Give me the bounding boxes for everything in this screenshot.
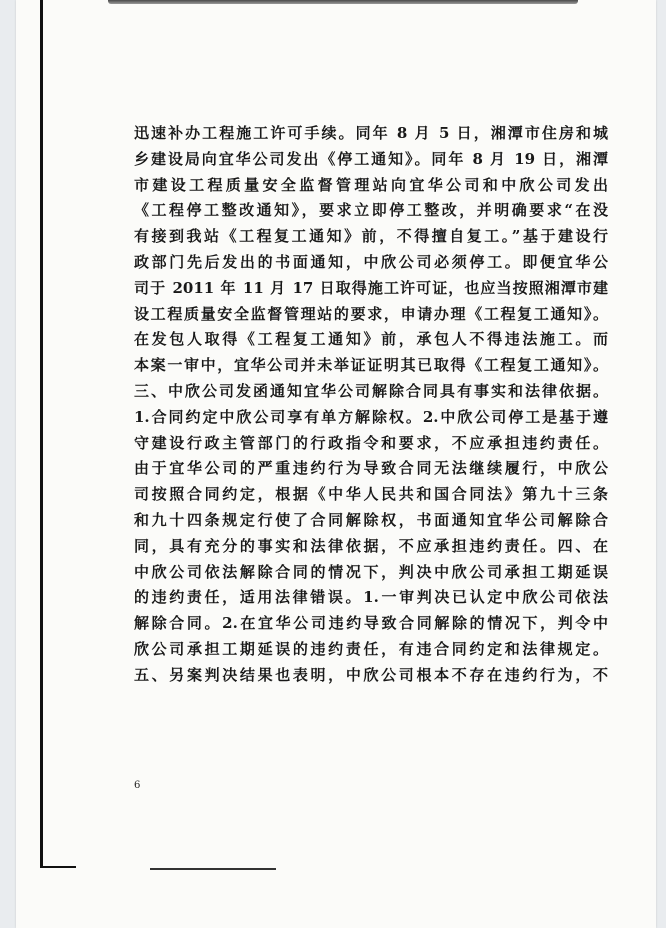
text-line: 中欣公司依法解除合同的情况下，判决中欣公司承担工期延误: [134, 562, 608, 581]
text-line: 由于宜华公司的严重违约行为导致合同无法继续履行，中欣公: [134, 459, 608, 478]
text-line: 解除合同。2.在宜华公司违约导致合同解除的情况下，判令中: [134, 614, 608, 633]
binding-margin-foot: [40, 866, 76, 868]
text-line: 欣公司承担工期延误的违约责任，有违合同约定和法律规定。: [134, 639, 608, 658]
text-line: 本案一审中，宜华公司并未举证证明其已取得《工程复工通知》。: [134, 356, 608, 375]
text-line: 市建设工程质量安全监督管理站向宜华公司和中欣公司发出: [134, 175, 608, 194]
text-line: 守建设行政主管部门的行政指令和要求，不应承担违约责任。: [134, 433, 608, 452]
text-line: 政部门先后发出的书面通知，中欣公司必须停工。即便宜华公: [134, 252, 608, 271]
binding-margin-line: [40, 0, 43, 868]
document-page: [16, 0, 656, 928]
text-line: 1.合同约定中欣公司享有单方解除权。2.中欣公司停工是基于遵: [134, 407, 608, 426]
text-line: 有接到我站《工程复工通知》前，不得擅自复工。”基于建设行: [134, 227, 608, 246]
text-line: 《工程停工整改通知》，要求立即停工整改，并明确要求“在没: [134, 201, 608, 220]
text-line: 乡建设局向宜华公司发出《停工通知》。同年 8 月 19 日，湘潭: [134, 149, 608, 168]
body-text: [134, 121, 608, 689]
text-line: 在发包人取得《工程复工通知》前，承包人不得违法施工。而: [134, 330, 608, 349]
text-line: 五、另案判决结果也表明，中欣公司根本不存在违约行为，不: [134, 665, 608, 684]
text-line: 司于 2011 年 11 月 17 日取得施工许可证，也应当按照湘潭市建: [134, 278, 608, 297]
bottom-rule: [150, 868, 276, 870]
text-line: 三、中欣公司发函通知宜华公司解除合同具有事实和法律依据。: [134, 381, 608, 400]
text-line: 设工程质量安全监督管理站的要求，申请办理《工程复工通知》。: [134, 304, 608, 323]
text-line: 同，具有充分的事实和法律依据，不应承担违约责任。四、在: [134, 536, 608, 555]
text-line: 迅速补办工程施工许可手续。同年 8 月 5 日，湘潭市住房和城: [134, 124, 608, 142]
page-number: 6: [134, 780, 141, 791]
scan-edge-bar: [108, 0, 578, 4]
text-line: 和九十四条规定行使了合同解除权，书面通知宜华公司解除合: [134, 510, 608, 529]
text-line: 司按照合同约定，根据《中华人民共和国合同法》第九十三条: [134, 485, 608, 504]
text-line: 的违约责任，适用法律错误。1.一审判决已认定中欣公司依法: [134, 588, 608, 607]
